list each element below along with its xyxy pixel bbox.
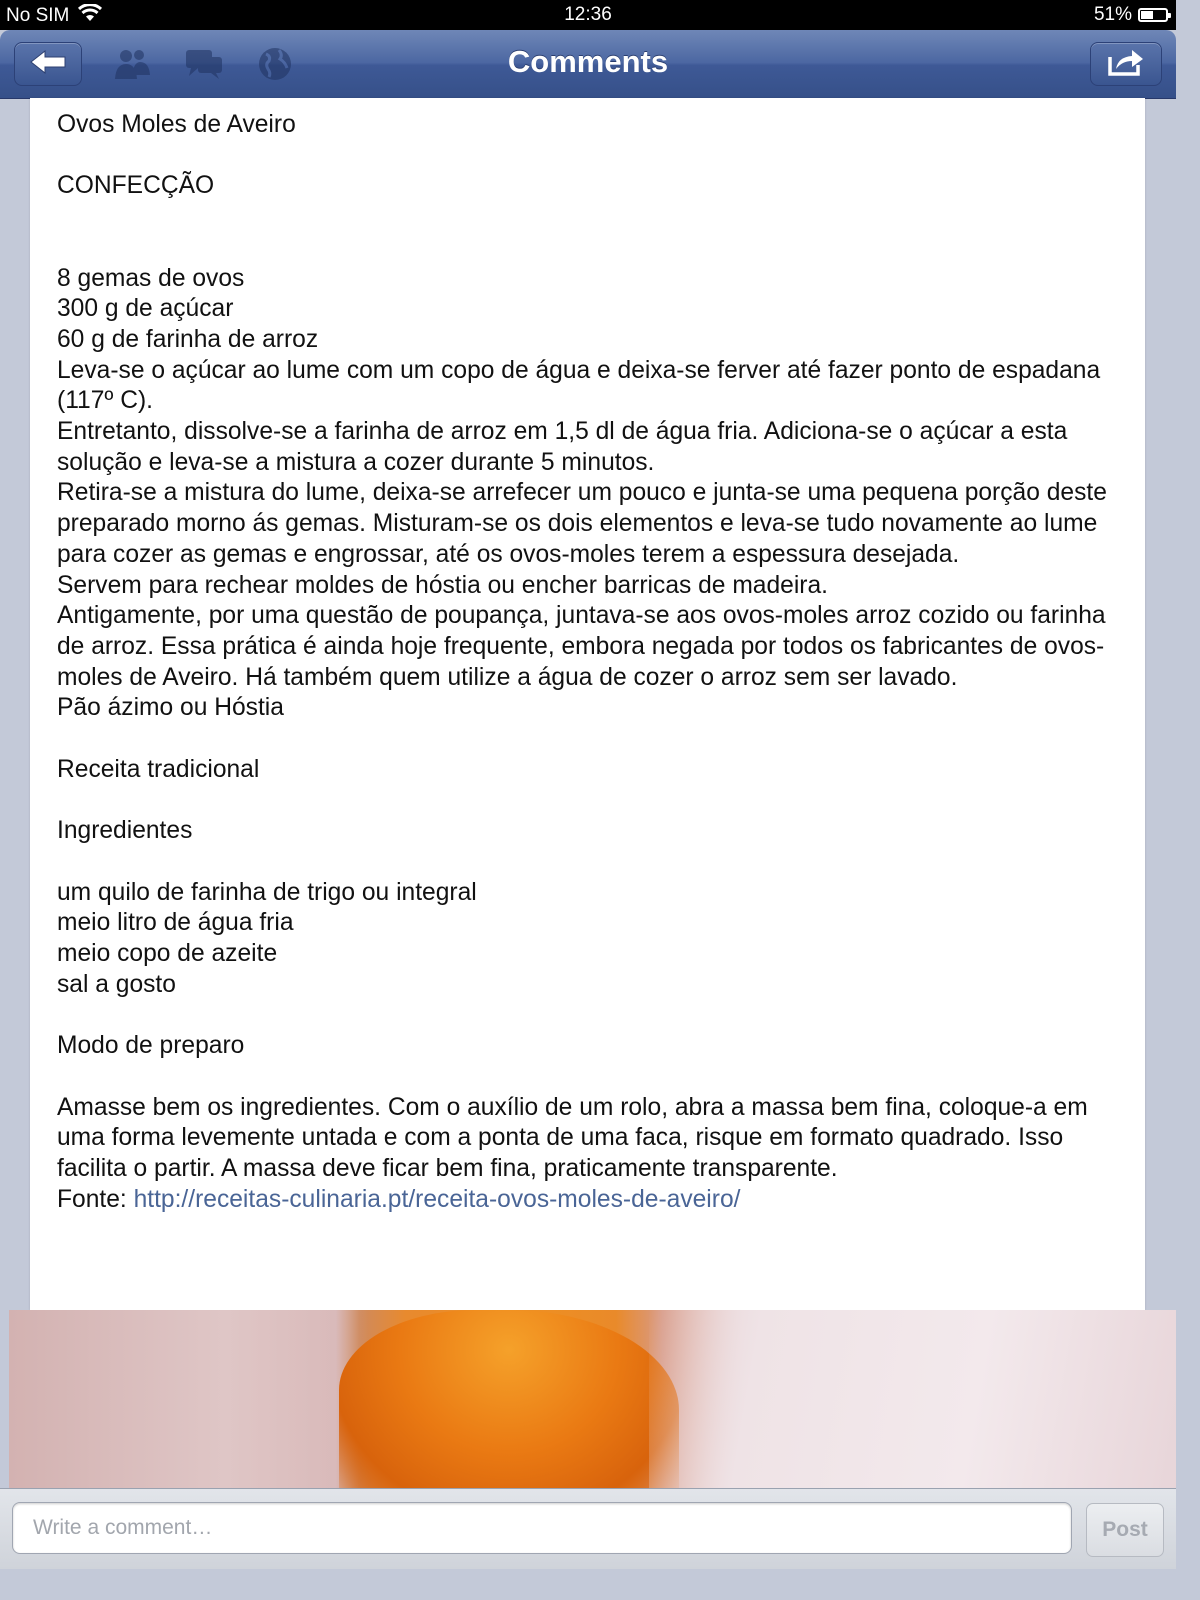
post-line: Antigamente, por uma questão de poupança, juntava-se aos ovos-moles arroz cozido ou farinha de arroz. Essa prática é ainda hoje frequente, embora negada por todos os fabricantes de ovos-moles de Aveiro. Há também quem utilize a água de cozer o arroz sem ser lavado. bbox=[57, 602, 1113, 691]
post-line bbox=[57, 724, 1127, 755]
post-line: Retira-se a mistura do lume, deixa-se arrefecer um pouco e junta-se uma pequena porção deste preparado morno ás gemas. Misturam-se os dois elementos e leva-se tudo novamente ao lume para cozer as gemas e engrossar, até os ovos-moles terem a espessura desejada. bbox=[57, 479, 1114, 568]
post-line: Servem para rechear moldes de hóstia ou encher barricas de madeira. bbox=[57, 571, 829, 599]
carrier-label: No SIM bbox=[6, 5, 70, 26]
post-line bbox=[57, 202, 1127, 233]
comment-input[interactable] bbox=[12, 1502, 1072, 1554]
post-photo[interactable] bbox=[9, 1310, 1176, 1488]
post-line bbox=[57, 1000, 1127, 1031]
navigation-bar bbox=[0, 30, 1176, 99]
post-button[interactable]: Post bbox=[1086, 1503, 1164, 1557]
post-line: Ovos Moles de Aveiro bbox=[57, 111, 296, 138]
share-button[interactable] bbox=[1090, 42, 1162, 86]
post-line: Entretanto, dissolve-se a farinha de arroz em 1,5 dl de água fria. Adiciona-se o açúcar a esta solução e leva-se a mistura a cozer durante 5 minutos. bbox=[57, 418, 1075, 476]
post-line: 300 g de açúcar bbox=[57, 295, 234, 323]
post-line: sal a gosto bbox=[57, 970, 176, 998]
post-line bbox=[57, 785, 1127, 816]
post-line: meio copo de azeite bbox=[57, 939, 278, 967]
post-line bbox=[57, 141, 1127, 172]
post-line: Amasse bem os ingredientes. Com o auxílio de um rolo, abra a massa bem fina, coloque-a em uma forma levemente untada e com a ponta de uma faca, risque em formato quadrado. Isso facilita o partir. A massa deve ficar bem fina, praticamente transparente. bbox=[57, 1093, 1095, 1182]
comment-bar bbox=[0, 1488, 1176, 1569]
post-line bbox=[57, 1062, 1127, 1093]
post-lines bbox=[57, 110, 1127, 1185]
post-content bbox=[30, 98, 1145, 1310]
photo-yolk bbox=[339, 1310, 679, 1488]
post-line bbox=[57, 233, 1127, 264]
post-line: Receita tradicional bbox=[57, 755, 260, 783]
post-line bbox=[57, 847, 1127, 878]
post-line: Leva-se o açúcar ao lume com um copo de água e deixa-se ferver até fazer ponto de espadana (117º C). bbox=[57, 356, 1107, 415]
status-right bbox=[1094, 4, 1168, 26]
post-line: Ingredientes bbox=[57, 817, 193, 845]
post-text bbox=[57, 110, 1127, 1215]
photo-shell-right bbox=[649, 1310, 1176, 1488]
share-icon bbox=[1106, 47, 1146, 82]
battery-fill bbox=[1141, 11, 1153, 19]
battery-percent: 51% bbox=[1093, 4, 1132, 25]
photo-shell-left bbox=[9, 1310, 369, 1488]
post-line: Pão ázimo ou Hóstia bbox=[57, 694, 284, 722]
page-title: Comments bbox=[507, 44, 669, 79]
source-link[interactable]: http://receitas-culinaria.pt/receita-ovos-moles-de-aveiro/ bbox=[133, 1185, 741, 1213]
status-time: 12:36 bbox=[564, 4, 612, 25]
post-line: um quilo de farinha de trigo ou integral bbox=[57, 878, 477, 906]
post-line: 60 g de farinha de arroz bbox=[57, 325, 319, 353]
source-label: Fonte: bbox=[57, 1185, 134, 1213]
post-line: CONFECÇÃO bbox=[57, 172, 215, 200]
battery-icon bbox=[1138, 8, 1168, 22]
post-line: meio litro de água fria bbox=[57, 909, 294, 937]
status-bar bbox=[0, 0, 1176, 30]
post-line: 8 gemas de ovos bbox=[57, 264, 245, 292]
post-line: Modo de preparo bbox=[57, 1032, 245, 1060]
